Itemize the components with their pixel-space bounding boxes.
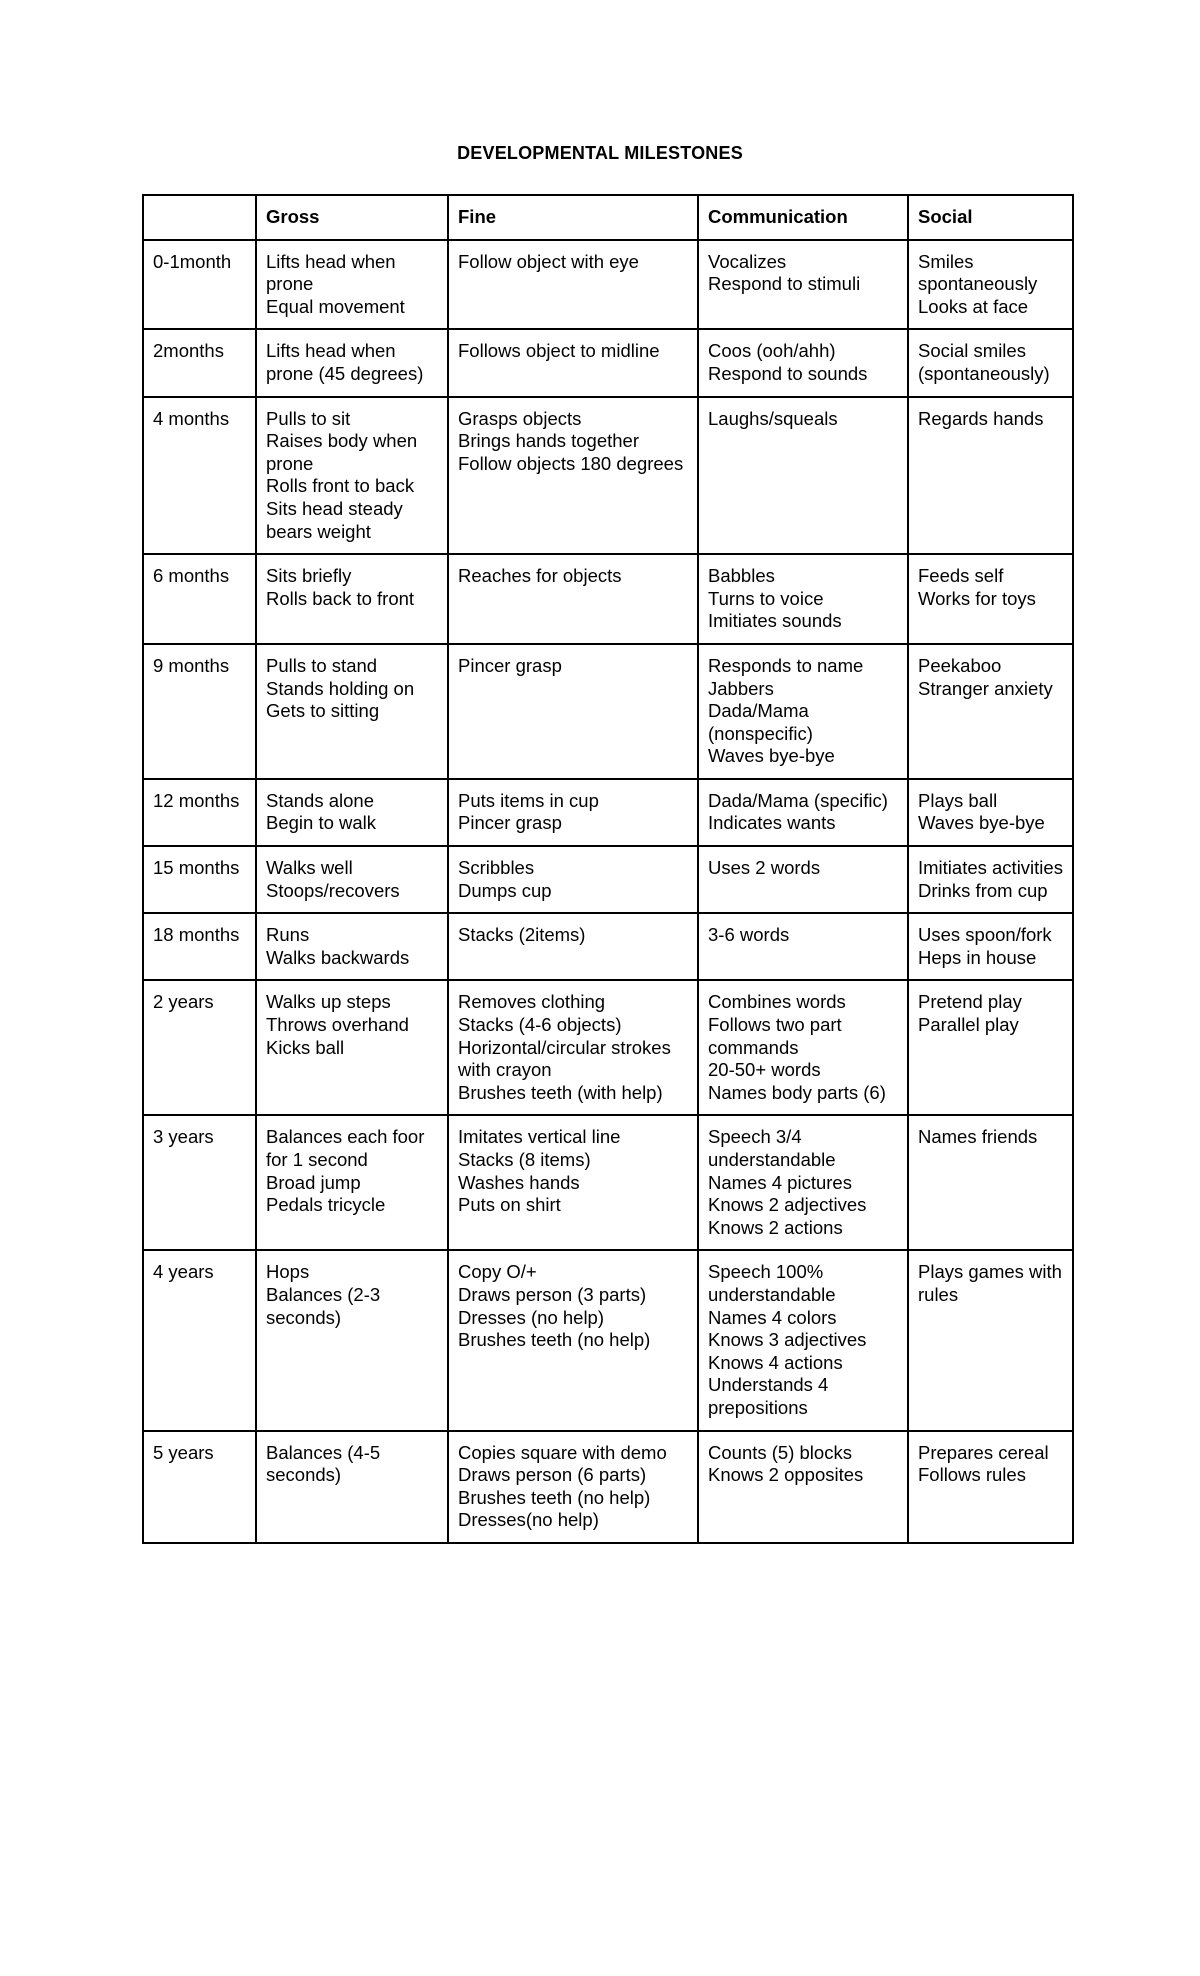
header-fine: Fine (448, 195, 698, 240)
gross-cell: Pulls to stand Stands holding on Gets to sitting (256, 644, 448, 779)
communication-cell: Laughs/squeals (698, 397, 908, 555)
social-cell: Plays games with rules (908, 1250, 1073, 1430)
social-cell: Plays ball Waves bye-bye (908, 779, 1073, 846)
age-cell: 2 years (143, 980, 256, 1115)
gross-cell: Balances each foor for 1 second Broad jump Pedals tricycle (256, 1115, 448, 1250)
age-cell: 6 months (143, 554, 256, 644)
gross-cell: Sits briefly Rolls back to front (256, 554, 448, 644)
communication-cell: Vocalizes Respond to stimuli (698, 240, 908, 330)
fine-cell: Scribbles Dumps cup (448, 846, 698, 913)
communication-cell: Coos (ooh/ahh) Respond to sounds (698, 329, 908, 396)
age-cell: 2months (143, 329, 256, 396)
table-row (143, 779, 1073, 846)
fine-cell: Imitates vertical line Stacks (8 items) Washes hands Puts on shirt (448, 1115, 698, 1250)
milestones-table (142, 194, 1074, 1544)
header-social: Social (908, 195, 1073, 240)
table-row (143, 1250, 1073, 1430)
communication-cell: Speech 100% understandable Names 4 colors Knows 3 adjectives Knows 4 actions Understands 4 prepositions (698, 1250, 908, 1430)
communication-cell: Speech 3/4 understandable Names 4 pictures Knows 2 adjectives Knows 2 actions (698, 1115, 908, 1250)
table-row (143, 913, 1073, 980)
document-title: DEVELOPMENTAL MILESTONES (457, 143, 743, 163)
social-cell: Social smiles (spontaneously) (908, 329, 1073, 396)
social-cell: Peekaboo Stranger anxiety (908, 644, 1073, 779)
gross-cell: Balances (4-5 seconds) (256, 1431, 448, 1543)
gross-cell: Runs Walks backwards (256, 913, 448, 980)
social-cell: Pretend play Parallel play (908, 980, 1073, 1115)
table-row (143, 846, 1073, 913)
social-cell: Names friends (908, 1115, 1073, 1250)
age-cell: 9 months (143, 644, 256, 779)
age-cell: 0-1month (143, 240, 256, 330)
fine-cell: Removes clothing Stacks (4-6 objects) Horizontal/circular strokes with crayon Brushes teeth (with help) (448, 980, 698, 1115)
fine-cell: Grasps objects Brings hands together Follow objects 180 degrees (448, 397, 698, 555)
table-row (143, 554, 1073, 644)
gross-cell: Walks up steps Throws overhand Kicks ball (256, 980, 448, 1115)
social-cell: Imitiates activities Drinks from cup (908, 846, 1073, 913)
table-row (143, 980, 1073, 1115)
age-cell: 18 months (143, 913, 256, 980)
gross-cell: Stands alone Begin to walk (256, 779, 448, 846)
fine-cell: Puts items in cup Pincer grasp (448, 779, 698, 846)
fine-cell: Copies square with demo Draws person (6 parts) Brushes teeth (no help) Dresses(no help) (448, 1431, 698, 1543)
gross-cell: Hops Balances (2-3 seconds) (256, 1250, 448, 1430)
table-row (143, 644, 1073, 779)
fine-cell: Stacks (2items) (448, 913, 698, 980)
social-cell: Smiles spontaneously Looks at face (908, 240, 1073, 330)
communication-cell: Babbles Turns to voice Imitiates sounds (698, 554, 908, 644)
gross-cell: Pulls to sit Raises body when prone Rolls front to back Sits head steady bears weight (256, 397, 448, 555)
age-cell: 12 months (143, 779, 256, 846)
fine-cell: Pincer grasp (448, 644, 698, 779)
communication-cell: Dada/Mama (specific) Indicates wants (698, 779, 908, 846)
header-gross: Gross (256, 195, 448, 240)
header-communication: Communication (698, 195, 908, 240)
table-row (143, 1431, 1073, 1543)
gross-cell: Lifts head when prone (45 degrees) (256, 329, 448, 396)
age-cell: 3 years (143, 1115, 256, 1250)
fine-cell: Follow object with eye (448, 240, 698, 330)
table-row (143, 397, 1073, 555)
fine-cell: Reaches for objects (448, 554, 698, 644)
gross-cell: Lifts head when prone Equal movement (256, 240, 448, 330)
social-cell: Uses spoon/fork Heps in house (908, 913, 1073, 980)
age-cell: 15 months (143, 846, 256, 913)
fine-cell: Follows object to midline (448, 329, 698, 396)
social-cell: Regards hands (908, 397, 1073, 555)
table-row (143, 1115, 1073, 1250)
table-header-row (143, 195, 1073, 240)
communication-cell: Uses 2 words (698, 846, 908, 913)
social-cell: Prepares cereal Follows rules (908, 1431, 1073, 1543)
communication-cell: 3-6 words (698, 913, 908, 980)
header-age (143, 195, 256, 240)
gross-cell: Walks well Stoops/recovers (256, 846, 448, 913)
social-cell: Feeds self Works for toys (908, 554, 1073, 644)
table-row (143, 240, 1073, 330)
age-cell: 4 years (143, 1250, 256, 1430)
communication-cell: Combines words Follows two part commands 20-50+ words Names body parts (6) (698, 980, 908, 1115)
communication-cell: Counts (5) blocks Knows 2 opposites (698, 1431, 908, 1543)
fine-cell: Copy O/+ Draws person (3 parts) Dresses (no help) Brushes teeth (no help) (448, 1250, 698, 1430)
age-cell: 4 months (143, 397, 256, 555)
communication-cell: Responds to name Jabbers Dada/Mama (nonspecific) Waves bye-bye (698, 644, 908, 779)
age-cell: 5 years (143, 1431, 256, 1543)
table-row (143, 329, 1073, 396)
